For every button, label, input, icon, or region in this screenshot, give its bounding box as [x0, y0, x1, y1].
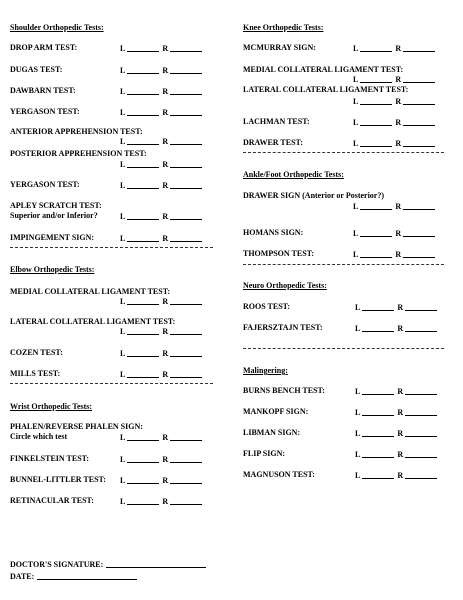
test-label: PHALEN/REVERSE PHALEN SIGN: [10, 422, 143, 431]
divider [243, 152, 444, 153]
right-blank[interactable] [170, 433, 202, 441]
left-blank[interactable] [360, 139, 392, 147]
signature-row[interactable] [10, 560, 206, 569]
test-label: MILLS TEST: [10, 369, 61, 378]
lr-field[interactable] [355, 387, 440, 396]
signature-line[interactable] [106, 560, 206, 568]
left-blank[interactable] [127, 212, 159, 220]
right-label: R [162, 455, 169, 464]
left-blank[interactable] [360, 250, 392, 258]
left-label: L [120, 370, 126, 379]
lr-field[interactable] [353, 139, 438, 148]
lr-field[interactable] [120, 87, 205, 96]
date-label: DATE: [10, 572, 35, 581]
right-label: R [397, 303, 404, 312]
right-label: R [162, 137, 169, 146]
right-blank[interactable] [170, 137, 202, 145]
right-blank[interactable] [170, 44, 202, 52]
left-blank[interactable] [362, 450, 394, 458]
right-blank[interactable] [170, 212, 202, 220]
date-line[interactable] [37, 572, 137, 580]
lr-field[interactable] [355, 429, 440, 438]
test-label: LATERAL COLLATERAL LIGAMENT TEST: [243, 85, 409, 94]
right-label: R [395, 44, 402, 53]
left-label: L [120, 108, 126, 117]
left-label: L [120, 137, 126, 146]
right-blank[interactable] [403, 250, 435, 258]
test-label: DROP ARM TEST: [10, 43, 78, 52]
right-label: R [395, 75, 402, 84]
ankle-heading: Ankle/Foot Orthopedic Tests: [243, 170, 344, 179]
right-blank[interactable] [403, 202, 435, 210]
right-label: R [397, 387, 404, 396]
lr-field[interactable] [120, 212, 205, 221]
left-label: L [353, 250, 359, 259]
left-blank[interactable] [127, 433, 159, 441]
right-label: R [395, 202, 402, 211]
test-label: APLEY SCRATCH TEST: [10, 201, 102, 210]
left-blank[interactable] [360, 229, 392, 237]
divider [10, 247, 213, 248]
right-blank[interactable] [170, 327, 202, 335]
right-label: R [162, 327, 169, 336]
right-blank[interactable] [170, 370, 202, 378]
lr-field[interactable] [120, 433, 205, 442]
left-label: L [120, 44, 126, 53]
right-blank[interactable] [405, 429, 437, 437]
left-label: L [353, 75, 359, 84]
lr-field[interactable] [120, 160, 205, 169]
right-label: R [397, 408, 404, 417]
left-label: L [120, 455, 126, 464]
test-label: BUNNEL-LITTLER TEST: [10, 475, 106, 484]
left-blank[interactable] [127, 44, 159, 52]
malingering-heading: Malingering: [243, 366, 288, 375]
right-blank[interactable] [170, 497, 202, 505]
test-label: FAJERSZTAJN TEST: [243, 323, 323, 332]
test-label: RETINACULAR TEST: [10, 496, 94, 505]
right-label: R [162, 497, 169, 506]
right-blank[interactable] [403, 229, 435, 237]
left-label: L [355, 450, 361, 459]
lr-field[interactable] [355, 450, 440, 459]
lr-field[interactable] [120, 455, 205, 464]
right-label: R [162, 349, 169, 358]
lr-field[interactable] [120, 349, 205, 358]
left-blank[interactable] [362, 408, 394, 416]
left-blank[interactable] [360, 75, 392, 83]
right-label: R [395, 139, 402, 148]
right-label: R [395, 97, 402, 106]
left-label: L [355, 387, 361, 396]
right-label: R [162, 297, 169, 306]
lr-field[interactable] [120, 497, 205, 506]
test-label: DRAWER SIGN (Anterior or Posterior?) [243, 191, 385, 200]
right-label: R [162, 87, 169, 96]
left-blank[interactable] [360, 118, 392, 126]
left-label: L [120, 87, 126, 96]
right-label: R [397, 471, 404, 480]
left-blank[interactable] [127, 497, 159, 505]
right-blank[interactable] [170, 87, 202, 95]
right-label: R [162, 66, 169, 75]
right-label: R [162, 108, 169, 117]
right-blank[interactable] [403, 44, 435, 52]
test-label: YERGASON TEST: [10, 107, 80, 116]
left-label: L [355, 408, 361, 417]
test-label: Circle which test [10, 432, 68, 441]
test-label: HOMANS SIGN: [243, 228, 304, 237]
right-label: R [397, 324, 404, 333]
test-label: BURNS BENCH TEST: [243, 386, 325, 395]
left-label: L [355, 429, 361, 438]
right-blank[interactable] [170, 181, 202, 189]
left-label: L [120, 327, 126, 336]
left-blank[interactable] [127, 108, 159, 116]
right-label: R [395, 250, 402, 259]
left-label: L [120, 476, 126, 485]
right-blank[interactable] [403, 97, 435, 105]
left-label: L [355, 471, 361, 480]
left-label: L [120, 66, 126, 75]
left-blank[interactable] [127, 476, 159, 484]
right-label: R [397, 429, 404, 438]
lr-field[interactable] [355, 303, 440, 312]
lr-field[interactable] [355, 471, 440, 480]
left-label: L [120, 160, 126, 169]
left-blank[interactable] [360, 44, 392, 52]
lr-field[interactable] [353, 229, 438, 238]
left-label: L [120, 349, 126, 358]
right-blank[interactable] [405, 408, 437, 416]
left-blank[interactable] [360, 97, 392, 105]
right-blank[interactable] [403, 118, 435, 126]
date-row[interactable] [10, 572, 137, 581]
right-label: R [162, 433, 169, 442]
signature-label: DOCTOR'S SIGNATURE: [10, 560, 104, 569]
right-label: R [395, 229, 402, 238]
right-label: R [162, 234, 169, 243]
lr-field[interactable] [120, 44, 205, 53]
right-blank[interactable] [170, 66, 202, 74]
right-label: R [162, 181, 169, 190]
right-blank[interactable] [170, 455, 202, 463]
test-label: FINKELSTEIN TEST: [10, 454, 90, 463]
right-blank[interactable] [170, 108, 202, 116]
wrist-heading: Wrist Orthopedic Tests: [10, 402, 93, 411]
knee-heading: Knee Orthopedic Tests: [243, 23, 324, 32]
left-blank[interactable] [127, 349, 159, 357]
lr-field[interactable] [120, 370, 205, 379]
elbow-heading: Elbow Orthopedic Tests: [10, 265, 95, 274]
test-label: DRAWER TEST: [243, 138, 303, 147]
left-label: L [353, 139, 359, 148]
test-label: MEDIAL COLLATERAL LIGAMENT TEST: [10, 287, 171, 296]
left-label: L [120, 297, 126, 306]
test-label: THOMPSON TEST: [243, 249, 315, 258]
test-label: POSTERIOR APPREHENSION TEST: [10, 149, 147, 158]
lr-field[interactable] [120, 181, 205, 190]
right-label: R [162, 44, 169, 53]
lr-field[interactable] [120, 66, 205, 75]
lr-field[interactable] [120, 476, 205, 485]
left-label: L [355, 324, 361, 333]
left-label: L [120, 181, 126, 190]
right-label: R [397, 450, 404, 459]
left-blank[interactable] [127, 181, 159, 189]
left-blank[interactable] [362, 471, 394, 479]
left-label: L [120, 433, 126, 442]
left-blank[interactable] [127, 455, 159, 463]
divider [243, 264, 444, 265]
right-blank[interactable] [170, 160, 202, 168]
left-label: L [120, 212, 126, 221]
left-blank[interactable] [127, 160, 159, 168]
left-blank[interactable] [362, 324, 394, 332]
test-label: ROOS TEST: [243, 302, 291, 311]
right-blank[interactable] [170, 297, 202, 305]
test-label: IMPINGEMENT SIGN: [10, 233, 95, 242]
right-blank[interactable] [403, 139, 435, 147]
right-blank[interactable] [405, 303, 437, 311]
left-label: L [120, 234, 126, 243]
test-label: DUGAS TEST: [10, 65, 63, 74]
lr-field[interactable] [353, 250, 438, 259]
test-label: LIBMAN SIGN: [243, 428, 301, 437]
lr-field[interactable] [120, 108, 205, 117]
lr-field[interactable] [355, 324, 440, 333]
left-label: L [353, 118, 359, 127]
lr-field[interactable] [120, 297, 205, 306]
left-blank[interactable] [360, 202, 392, 210]
right-blank[interactable] [405, 324, 437, 332]
left-blank[interactable] [127, 87, 159, 95]
left-label: L [120, 497, 126, 506]
test-label: FLIP SIGN: [243, 449, 286, 458]
test-label: MANKOPF SIGN: [243, 407, 309, 416]
lr-field[interactable] [355, 408, 440, 417]
left-label: L [353, 202, 359, 211]
lr-field[interactable] [120, 137, 205, 146]
test-label: COZEN TEST: [10, 348, 63, 357]
lr-field[interactable] [120, 234, 205, 243]
divider [10, 383, 213, 384]
left-blank[interactable] [127, 327, 159, 335]
lr-field[interactable] [120, 327, 205, 336]
left-label: L [353, 229, 359, 238]
right-label: R [162, 476, 169, 485]
test-label: MAGNUSON TEST: [243, 470, 315, 479]
left-blank[interactable] [127, 297, 159, 305]
right-blank[interactable] [405, 387, 437, 395]
lr-field[interactable] [353, 202, 438, 211]
neuro-heading: Neuro Orthopedic Tests: [243, 281, 327, 290]
right-blank[interactable] [170, 476, 202, 484]
test-label: Superior and/or Inferior? [10, 211, 98, 220]
right-blank[interactable] [170, 234, 202, 242]
right-blank[interactable] [170, 349, 202, 357]
left-blank[interactable] [127, 370, 159, 378]
right-label: R [395, 118, 402, 127]
left-label: L [353, 44, 359, 53]
right-label: R [162, 160, 169, 169]
left-blank[interactable] [362, 303, 394, 311]
right-label: R [162, 370, 169, 379]
left-blank[interactable] [127, 137, 159, 145]
shoulder-heading: Shoulder Orthopedic Tests: [10, 23, 104, 32]
left-label: L [353, 97, 359, 106]
lr-field[interactable] [353, 44, 438, 53]
right-label: R [162, 212, 169, 221]
left-blank[interactable] [362, 387, 394, 395]
test-label: DAWBARN TEST: [10, 86, 76, 95]
lr-field[interactable] [353, 118, 438, 127]
test-label: LATERAL COLLATERAL LIGAMENT TEST: [10, 317, 176, 326]
left-blank[interactable] [127, 66, 159, 74]
test-label: MCMURRAY SIGN: [243, 43, 316, 52]
right-blank[interactable] [405, 471, 437, 479]
divider [243, 348, 444, 349]
test-label: YERGASON TEST: [10, 180, 80, 189]
test-label: MEDIAL COLLATERAL LIGAMENT TEST: [243, 65, 404, 74]
test-label: LACHMAN TEST: [243, 117, 310, 126]
left-blank[interactable] [127, 234, 159, 242]
lr-field[interactable] [353, 75, 438, 84]
left-label: L [355, 303, 361, 312]
right-blank[interactable] [403, 75, 435, 83]
left-blank[interactable] [362, 429, 394, 437]
test-label: ANTERIOR APPREHENSION TEST: [10, 127, 143, 136]
right-blank[interactable] [405, 450, 437, 458]
lr-field[interactable] [353, 97, 438, 106]
